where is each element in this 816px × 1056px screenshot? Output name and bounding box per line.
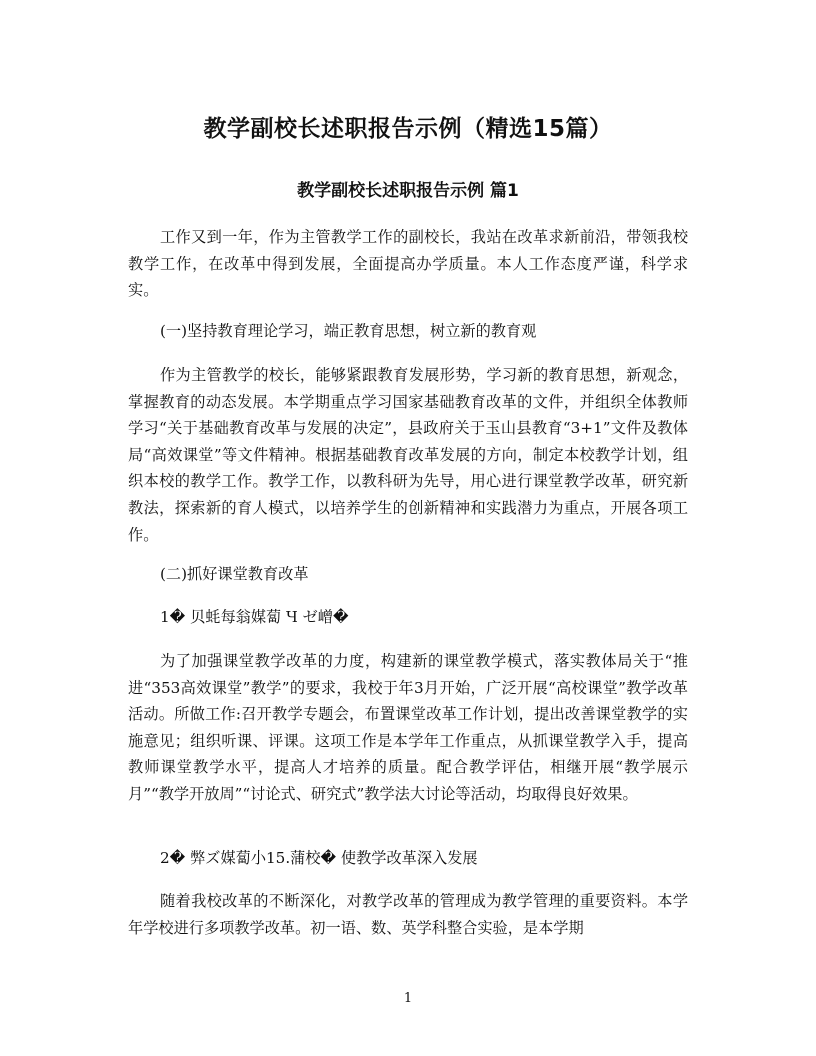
paragraph-classroom-reform: 为了加强课堂教学改革的力度，构建新的课堂教学模式，落实教体局关于“推进“353高效课堂”教学”的要求，我校于年3月开始，广泛开展“高校课堂”教学改革活动。所做工作:召开教学专题会，布置课堂改革工作计划，提出改善课堂教学的实施意见；组织听课、评课。这项工作是本学年工作重点，从抓课堂教学入手，提高教师课堂教学水平，提高人才培养的质量。配合教学评估，相继开展“教学展示月”“教学开放周”“讨论式、研究式”教学法大讨论等活动，均取得良好效果。: [128, 652, 688, 803]
heading-item-1: 1� 贝蚝每翁媒蔔 Ч ゼ嶒�: [160, 608, 349, 626]
paragraph-theory-study: 作为主管教学的校长，能够紧跟教育发展形势，学习新的教育思想，新观念，掌握教育的动态发展。本学期重点学习国家基础教育改革的文件，并组织全体教师学习“关于基础教育改革与发展的决定”，县政府关于玉山县教育“3+1”文件及教体局“高效课堂”等文件精神。根据基础教育改革发展的方向，制定本校教学计划，组织本校的教学工作。教学工作，以教科研为先导，用心进行课堂教学改革，研究新教法，探索新的育人模式，以培养学生的创新精神和实践潜力为重点，开展各项工作。: [128, 366, 688, 544]
heading-theory-study: (一)坚持教育理论学习，端正教育思想，树立新的教育观: [160, 322, 537, 340]
heading-item-2: 2� 弊ズ媒蔔小15.蒲校� 使教学改革深入发展: [160, 849, 478, 867]
heading-classroom-reform: (二)抓好课堂教育改革: [160, 565, 309, 583]
paragraph-reform-management: 随着我校改革的不断深化，对教学改革的管理成为教学管理的重要资料。本学年学校进行多项教学改革。初一语、数、英学科整合实验，是本学期: [128, 892, 688, 937]
document-title: 教学副校长述职报告示例（精选15篇）: [203, 116, 613, 142]
section-title: 教学副校长述职报告示例 篇1: [297, 181, 519, 201]
page-number: 1: [403, 991, 413, 1006]
paragraph-intro: 工作又到一年，作为主管教学工作的副校长，我站在改革求新前沿，带领我校教学工作，在改革中得到发展，全面提高办学质量。本人工作态度严谨，科学求实。: [128, 228, 688, 300]
